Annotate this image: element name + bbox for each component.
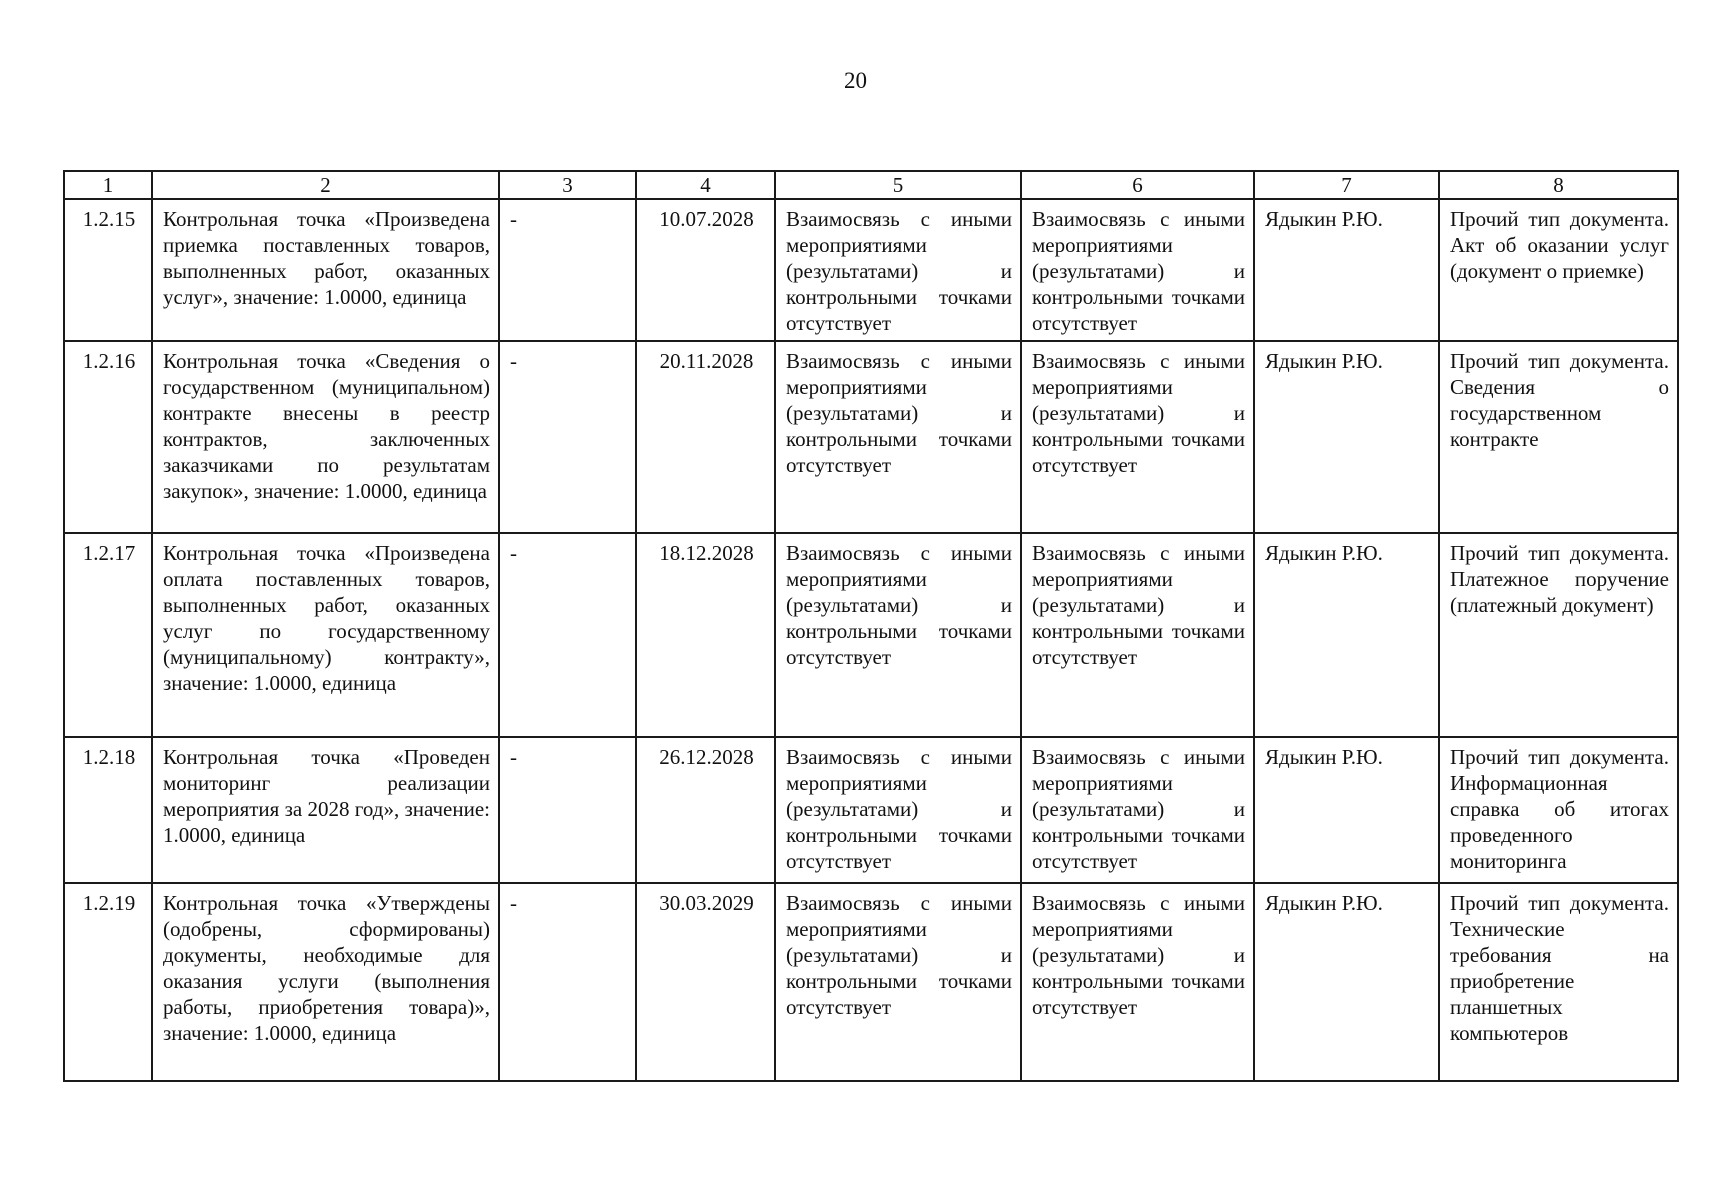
row-number: 1.2.17 — [64, 533, 152, 737]
column-header: 2 — [152, 171, 499, 199]
deadline-date: 18.12.2028 — [636, 533, 775, 737]
column-3-value: - — [499, 199, 636, 341]
control-point-description: Контрольная точка «Произведена приемка поставленных товаров, выполненных работ, оказанных услуг», значение: 1.0000, единица — [152, 199, 499, 341]
column-3-value: - — [499, 737, 636, 883]
row-number: 1.2.19 — [64, 883, 152, 1081]
deadline-date: 20.11.2028 — [636, 341, 775, 533]
relation-with-results: Взаимосвязь с иными мероприятиями (результатами) и контрольными точками отсутствует — [1021, 341, 1254, 533]
control-point-description: Контрольная точка «Произведена оплата поставленных товаров, выполненных работ, оказанных услуг по государственному (муниципальному) контракту», значение: 1.0000, единица — [152, 533, 499, 737]
control-point-description: Контрольная точка «Утверждены (одобрены, сформированы) документы, необходимые для оказания услуги (выполнения работы, приобретения товара)», значение: 1.0000, единица — [152, 883, 499, 1081]
row-number: 1.2.16 — [64, 341, 152, 533]
relation-with-results: Взаимосвязь с иными мероприятиями (результатами) и контрольными точками отсутствует — [1021, 883, 1254, 1081]
table-row — [64, 737, 1678, 883]
table-row — [64, 883, 1678, 1081]
relation-with-events: Взаимосвязь с иными мероприятиями (результатами) и контрольными точками отсутствует — [775, 883, 1021, 1081]
column-header: 3 — [499, 171, 636, 199]
column-header: 4 — [636, 171, 775, 199]
column-header: 1 — [64, 171, 152, 199]
control-point-description: Контрольная точка «Проведен мониторинг реализации мероприятия за 2028 год», значение: 1.0000, единица — [152, 737, 499, 883]
table-row — [64, 533, 1678, 737]
responsible-person: Ядыкин Р.Ю. — [1254, 533, 1439, 737]
row-number: 1.2.18 — [64, 737, 152, 883]
relation-with-results: Взаимосвязь с иными мероприятиями (результатами) и контрольными точками отсутствует — [1021, 533, 1254, 737]
page-number: 20 — [844, 68, 867, 93]
relation-with-events: Взаимосвязь с иными мероприятиями (результатами) и контрольными точками отсутствует — [775, 199, 1021, 341]
document-type: Прочий тип документа. Технические требования на приобретение планшетных компьютеров — [1439, 883, 1678, 1081]
column-header: 7 — [1254, 171, 1439, 199]
document-type: Прочий тип документа. Сведения о государственном контракте — [1439, 341, 1678, 533]
column-3-value: - — [499, 341, 636, 533]
document-type: Прочий тип документа. Информационная справка об итогах проведенного мониторинга — [1439, 737, 1678, 883]
table-header-row — [64, 171, 1678, 199]
column-header: 5 — [775, 171, 1021, 199]
document-type: Прочий тип документа. Платежное поручение (платежный документ) — [1439, 533, 1678, 737]
deadline-date: 10.07.2028 — [636, 199, 775, 341]
table-row — [64, 199, 1678, 341]
document-type: Прочий тип документа. Акт об оказании услуг (документ о приемке) — [1439, 199, 1678, 341]
control-points-table — [63, 170, 1679, 1082]
column-3-value: - — [499, 533, 636, 737]
table-row — [64, 341, 1678, 533]
column-header: 6 — [1021, 171, 1254, 199]
relation-with-events: Взаимосвязь с иными мероприятиями (результатами) и контрольными точками отсутствует — [775, 533, 1021, 737]
relation-with-events: Взаимосвязь с иными мероприятиями (результатами) и контрольными точками отсутствует — [775, 737, 1021, 883]
control-point-description: Контрольная точка «Сведения о государственном (муниципальном) контракте внесены в реестр контрактов, заключенных заказчиками по результатам закупок», значение: 1.0000, единица — [152, 341, 499, 533]
deadline-date: 30.03.2029 — [636, 883, 775, 1081]
responsible-person: Ядыкин Р.Ю. — [1254, 737, 1439, 883]
relation-with-results: Взаимосвязь с иными мероприятиями (результатами) и контрольными точками отсутствует — [1021, 737, 1254, 883]
responsible-person: Ядыкин Р.Ю. — [1254, 883, 1439, 1081]
responsible-person: Ядыкин Р.Ю. — [1254, 199, 1439, 341]
relation-with-results: Взаимосвязь с иными мероприятиями (результатами) и контрольными точками отсутствует — [1021, 199, 1254, 341]
column-header: 8 — [1439, 171, 1678, 199]
column-3-value: - — [499, 883, 636, 1081]
row-number: 1.2.15 — [64, 199, 152, 341]
responsible-person: Ядыкин Р.Ю. — [1254, 341, 1439, 533]
deadline-date: 26.12.2028 — [636, 737, 775, 883]
relation-with-events: Взаимосвязь с иными мероприятиями (результатами) и контрольными точками отсутствует — [775, 341, 1021, 533]
